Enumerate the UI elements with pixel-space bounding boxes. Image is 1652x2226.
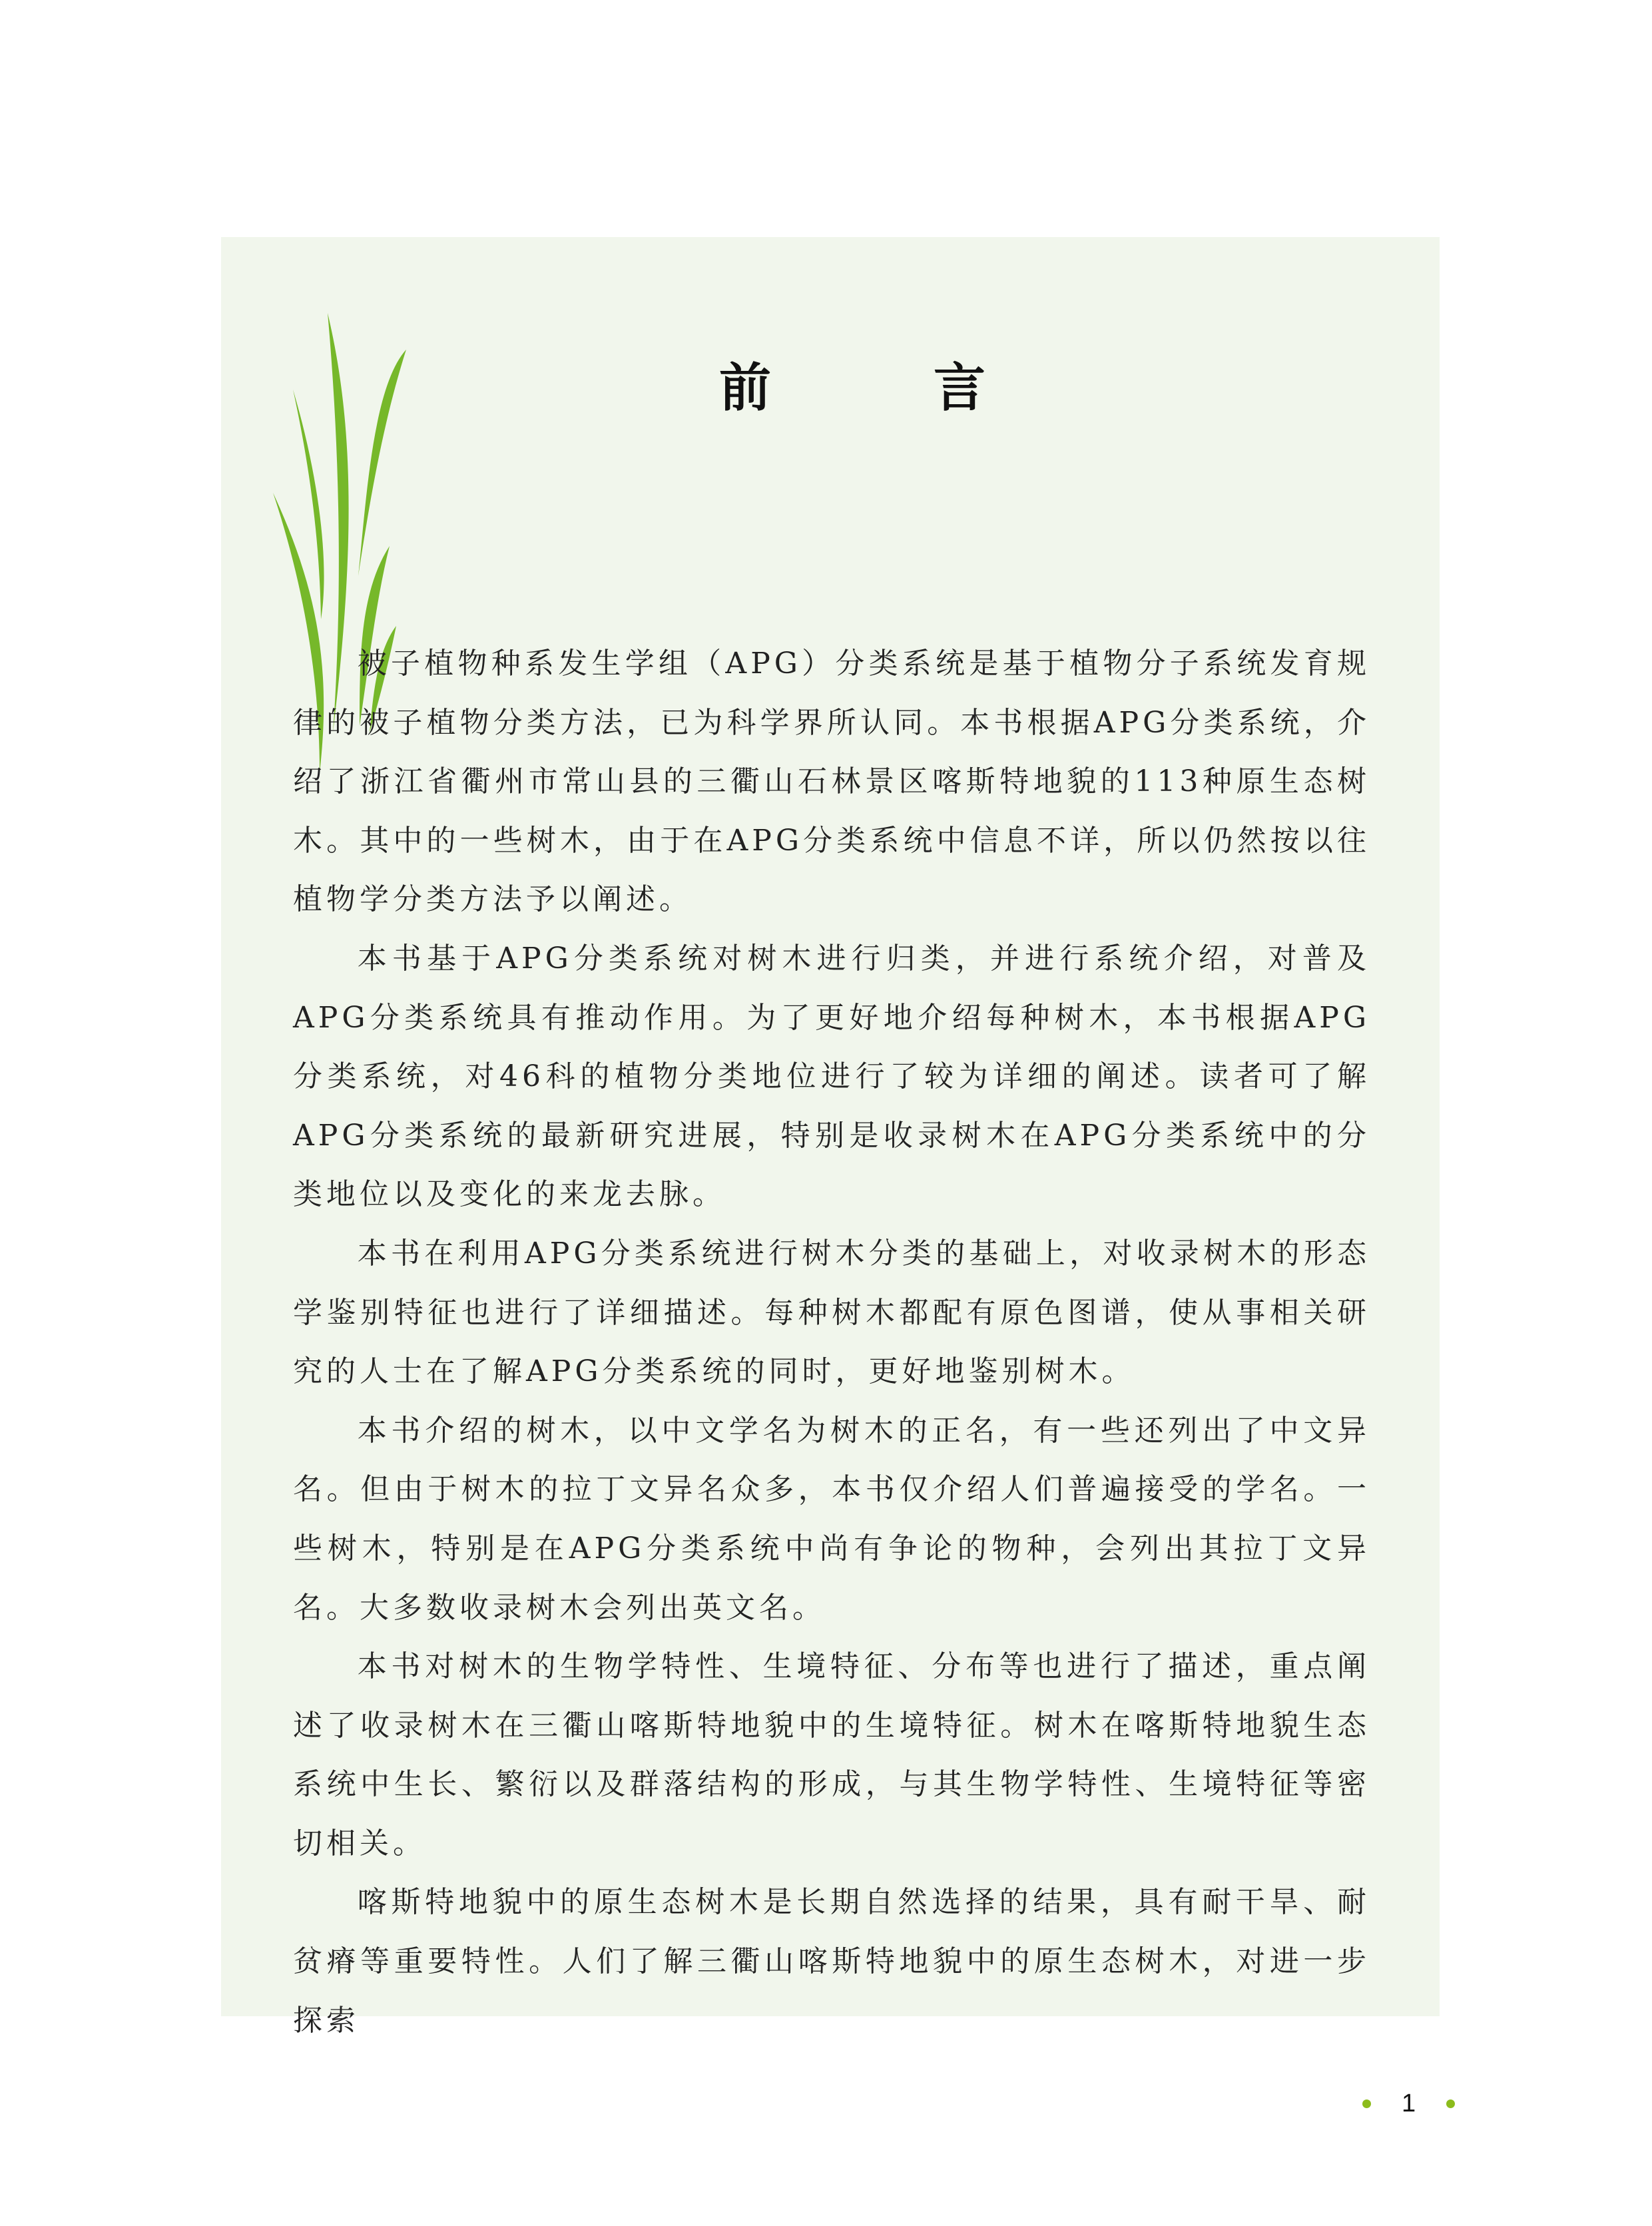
dot-icon <box>1446 2099 1455 2108</box>
title-char-1: 前 <box>719 358 772 418</box>
paragraph: 本书在利用APG分类系统进行树木分类的基础上，对收录树木的形态学鉴别特征也进行了详细描述。每种树木都配有原色图谱，使从事相关研究的人士在了解APG分类系统的同时，更好地鉴别树木。 <box>293 1236 1370 1389</box>
dot-icon <box>1362 2099 1371 2108</box>
page-title <box>719 346 985 421</box>
title-char-2: 言 <box>933 358 985 418</box>
paragraph: 喀斯特地貌中的原生态树木是长期自然选择的结果，具有耐干旱、耐贫瘠等重要特性。人们了解三衢山喀斯特地貌中的原生态树木，对进一步探索 <box>293 1885 1370 2038</box>
paragraph: 本书对树木的生物学特性、生境特征、分布等也进行了描述，重点阐述了收录树木在三衢山喀斯特地貌中的生境特征。树木在喀斯特地貌生态系统中生长、繁衍以及群落结构的形成，与其生物学特性、生境特征等密切相关。 <box>293 1649 1370 1860</box>
page-number-text: 1 <box>1402 2089 1416 2117</box>
paragraph: 本书介绍的树木，以中文学名为树木的正名，有一些还列出了中文异名。但由于树木的拉丁文异名众多，本书仅介绍人们普遍接受的学名。一些树木，特别是在APG分类系统中尚有争论的物种，会列出其拉丁文异名。大多数收录树木会列出英文名。 <box>293 1413 1370 1625</box>
page-number <box>1362 2089 1455 2118</box>
paragraph: 被子植物种系发生学组（APG）分类系统是基于植物分子系统发育规律的被子植物分类方法，已为科学界所认同。本书根据APG分类系统，介绍了浙江省衢州市常山县的三衢山石林景区喀斯特地貌的113种原生态树木。其中的一些树木，由于在APG分类系统中信息不详，所以仍然按以往植物学分类方法予以阐述。 <box>293 647 1370 917</box>
preface-body <box>293 635 1370 2050</box>
paragraph: 本书基于APG分类系统对树木进行归类，并进行系统介绍，对普及APG分类系统具有推动作用。为了更好地介绍每种树木，本书根据APG分类系统，对46科的植物分类地位进行了较为详细的阐述。读者可了解APG分类系统的最新研究进展，特别是收录树木在APG分类系统中的分类地位以及变化的来龙去脉。 <box>293 941 1370 1212</box>
